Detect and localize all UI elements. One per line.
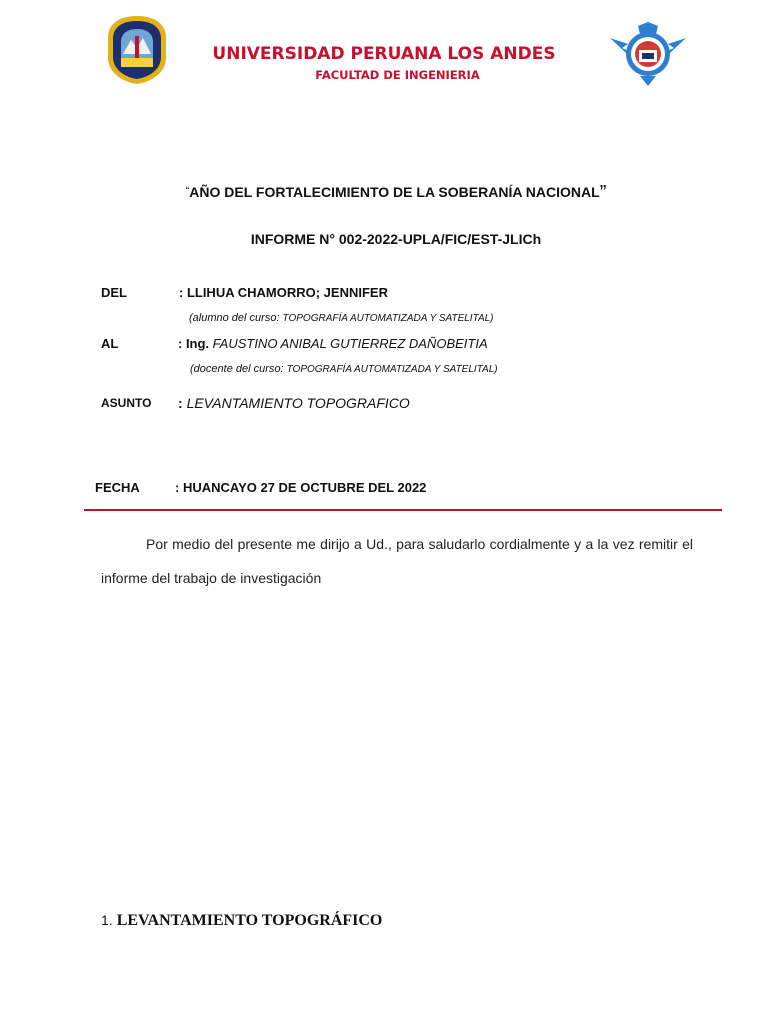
del-label: DEL — [101, 285, 127, 300]
del-value: : LLIHUA CHAMORRO; JENNIFER — [179, 285, 388, 300]
body-paragraph-text: Por medio del presente me dirijo a Ud., para saludarlo cordialmente y a la vez remitir el informe del trabajo de investigación — [101, 536, 693, 586]
open-quote: “ — [185, 185, 190, 197]
al-name: FAUSTINO ANIBAL GUTIERREZ DAÑOBEITIA — [212, 336, 488, 351]
asunto-text: LEVANTAMIENTO TOPOGRAFICO — [186, 395, 410, 411]
del-role-prefix: (alumno del curso: — [189, 312, 283, 324]
fecha-value: : HUANCAYO 27 DE OCTUBRE DEL 2022 — [175, 480, 427, 495]
section-title: LEVANTAMIENTO TOPOGRÁFICO — [116, 912, 383, 929]
year-title — [0, 182, 768, 205]
al-role-course: TOPOGRAFÍA AUTOMATIZADA Y SATELITAL) — [286, 364, 498, 375]
al-role-prefix: (docente del curso: — [190, 363, 287, 375]
close-quote: ” — [599, 182, 607, 204]
al-label: AL — [101, 336, 119, 351]
section-number: 1. — [101, 912, 113, 928]
section-heading — [101, 912, 382, 930]
al-role — [190, 363, 498, 375]
body-paragraph — [101, 527, 693, 595]
fecha-label: FECHA — [95, 480, 140, 495]
faculty-name: FACULTAD DE INGENIERIA — [315, 68, 480, 82]
al-prefix: : Ing. — [178, 336, 210, 351]
asunto-label: ASUNTO — [101, 396, 152, 410]
year-title-text: AÑO DEL FORTALECIMIENTO DE LA SOBERANÍA NACIONAL — [189, 184, 600, 200]
asunto-colon: : — [178, 395, 183, 411]
del-role-course: TOPOGRAFÍA AUTOMATIZADA Y SATELITAL) — [282, 313, 494, 324]
asunto-value — [178, 395, 410, 411]
al-value — [178, 336, 488, 351]
del-role — [189, 312, 494, 324]
header-divider — [84, 509, 722, 511]
report-number: INFORME N° 002-2022-UPLA/FIC/EST-JLICh — [250, 231, 542, 247]
university-name: UNIVERSIDAD PERUANA LOS ANDES — [212, 44, 556, 64]
